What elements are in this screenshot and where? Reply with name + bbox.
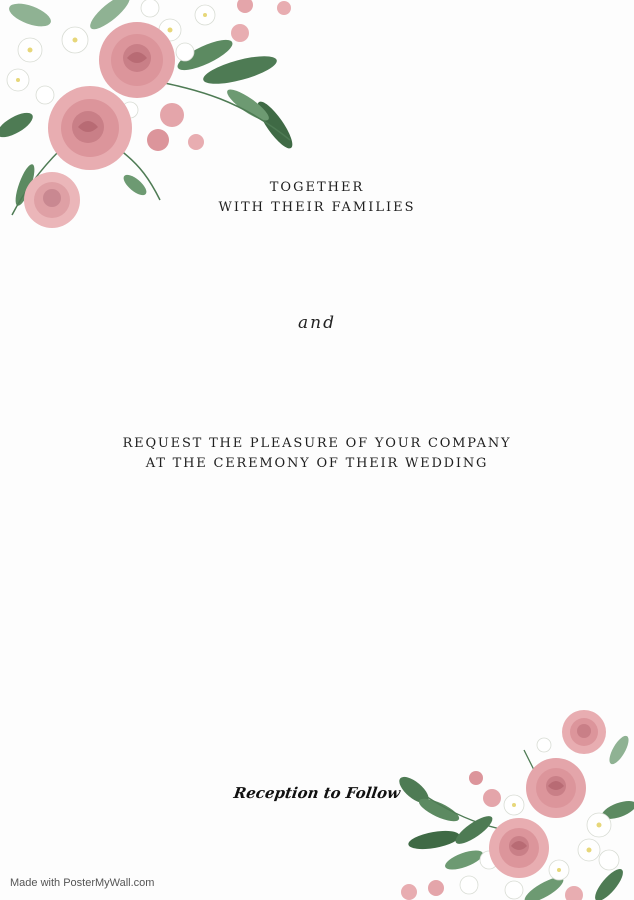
bottom-right-floral-icon bbox=[394, 710, 634, 900]
request-line-2: AT THE CEREMONY OF THEIR WEDDING bbox=[145, 456, 489, 471]
together-line-2: WITH THEIR FAMILIES bbox=[218, 200, 416, 215]
together-line-1: TOGETHER bbox=[269, 180, 365, 195]
together-with-families-text bbox=[0, 178, 634, 218]
and-text: and bbox=[298, 313, 336, 333]
request-pleasure-text bbox=[0, 434, 634, 474]
reception-to-follow-text: Reception to Follow bbox=[232, 784, 402, 802]
postermywall-watermark: Made with PosterMyWall.com bbox=[10, 877, 155, 889]
request-line-1: REQUEST THE PLEASURE OF YOUR COMPANY bbox=[122, 436, 512, 451]
